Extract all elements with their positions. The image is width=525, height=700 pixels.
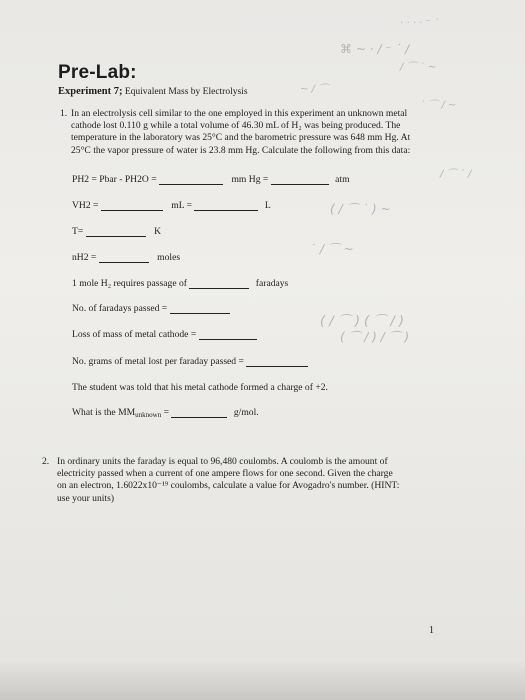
bleed-through-scribble: · · · · ⁻ ˙ — [400, 18, 439, 29]
k-unit: K — [154, 226, 162, 237]
q1-line: cathode lost 0.110 g while a total volume of 46.30 mL of H₂ was being produced. The — [71, 120, 401, 132]
v-h2-ml-blank[interactable] — [101, 200, 163, 211]
loss-mass-row — [72, 329, 257, 340]
page-title: Pre-Lab: — [58, 62, 137, 83]
loss-mass-blank[interactable] — [199, 329, 257, 340]
t-label: T= — [72, 226, 84, 237]
no-faradays-blank[interactable] — [170, 303, 230, 314]
faradays-unit: faradays — [255, 278, 289, 289]
q2-line: In ordinary units the faraday is equal to 96,480 coulombs. A coulomb is the amount of — [57, 456, 388, 467]
bleed-through-scribble: ( ⌒ ∕ ) ∕ ⌒ ) — [340, 330, 410, 344]
q1-line: temperature in the laboratory was 25°C and the barometric pressure was 648 mm Hg. At — [71, 132, 411, 144]
experiment-subtitle — [58, 86, 248, 97]
mmhg-unit: mm Hg = — [231, 174, 269, 185]
mm-unknown-blank[interactable] — [171, 407, 227, 418]
charge-text: The student was told that his metal cathode formed a charge of +2. — [72, 382, 328, 393]
mole-h2-text: 1 mole H₂ requires passage of — [72, 278, 187, 289]
q2-line: use your units) — [57, 492, 115, 504]
p-h2-label: PH2 = Pbar - PH2O = — [72, 174, 157, 185]
atm-blank[interactable] — [271, 174, 329, 185]
n-h2-label: nH2 = — [72, 252, 97, 263]
grams-per-faraday-label: No. grams of metal lost per faraday passed = — [72, 356, 244, 367]
q2-line: on an electron, 1.6022x10⁻¹⁹ coulombs, calculate a value for Avogadro's number. (HINT: — [57, 480, 400, 492]
q2-line: electricity passed when a current of one ampere flows for one second. Given the charge — [57, 468, 393, 480]
q1-paragraph — [71, 108, 410, 157]
n-h2-row — [72, 252, 180, 263]
grams-per-faraday-row — [72, 356, 308, 367]
page-number: 1 — [429, 625, 434, 636]
loss-mass-label: Loss of mass of metal cathode = — [72, 329, 197, 340]
bleed-through-scribble: ˙ ⌒ ∕ ~ — [420, 100, 457, 111]
q1-number: 1. — [60, 108, 68, 119]
q1-line: In an electrolysis cell similar to the one employed in this experiment an unknown metal — [71, 108, 408, 119]
v-h2-row — [72, 200, 271, 211]
mole-h2-row — [72, 278, 288, 289]
bleed-through-scribble: ⌘ ~ · ∕ ⁻ ˙ ∕ — [340, 42, 410, 56]
v-h2-label: VH2 = — [72, 200, 99, 211]
v-h2-l-blank[interactable] — [194, 200, 258, 211]
bleed-through-scribble: ( ∕ ⌒ ) ( ⌒ ∕ ) — [320, 314, 404, 329]
experiment-name: Equivalent Mass by Electrolysis — [124, 87, 248, 97]
bleed-through-scribble: ( ∕ ⌒ ˙ ) ~ — [330, 202, 391, 216]
page-shadow — [0, 660, 525, 700]
q2-paragraph — [57, 456, 399, 505]
bleed-through-scribble: ~ ∕ ⌒ — [300, 84, 329, 95]
l-unit: L — [264, 200, 271, 211]
bleed-through-scribble: ˙ ∕ ⌒ ~ — [310, 242, 354, 256]
q2-number: 2. — [42, 456, 50, 467]
moles-unit: moles — [157, 252, 181, 263]
p-h2-row — [72, 174, 350, 185]
mm-unknown-row — [72, 407, 259, 418]
experiment-label: Experiment 7; — [58, 86, 123, 97]
faradays-blank[interactable] — [189, 278, 249, 289]
mm-unknown-subscript: unknown — [135, 411, 162, 419]
gmol-unit: g/mol. — [233, 407, 259, 418]
p-h2-blank[interactable] — [159, 174, 223, 185]
bleed-through-scribble: ∕ ⌒ ˙ ~ — [400, 62, 437, 73]
bleed-through-scribble: ∕ ⌒ ˙ ∕ — [440, 169, 472, 180]
mm-unknown-label: What is the MM — [72, 407, 136, 418]
atm-unit: atm — [335, 174, 350, 185]
q1-line: 25°C the vapor pressure of water is 23.8 mm Hg. Calculate the following from this data: — [71, 144, 411, 156]
ml-unit: mL = — [171, 200, 193, 211]
no-faradays-row — [72, 303, 230, 314]
n-h2-blank[interactable] — [99, 252, 149, 263]
grams-per-faraday-blank[interactable] — [246, 356, 308, 367]
t-blank[interactable] — [86, 226, 146, 237]
t-row — [72, 226, 161, 237]
mm-equals: = — [163, 407, 170, 418]
no-faradays-label: No. of faradays passed = — [72, 303, 168, 314]
